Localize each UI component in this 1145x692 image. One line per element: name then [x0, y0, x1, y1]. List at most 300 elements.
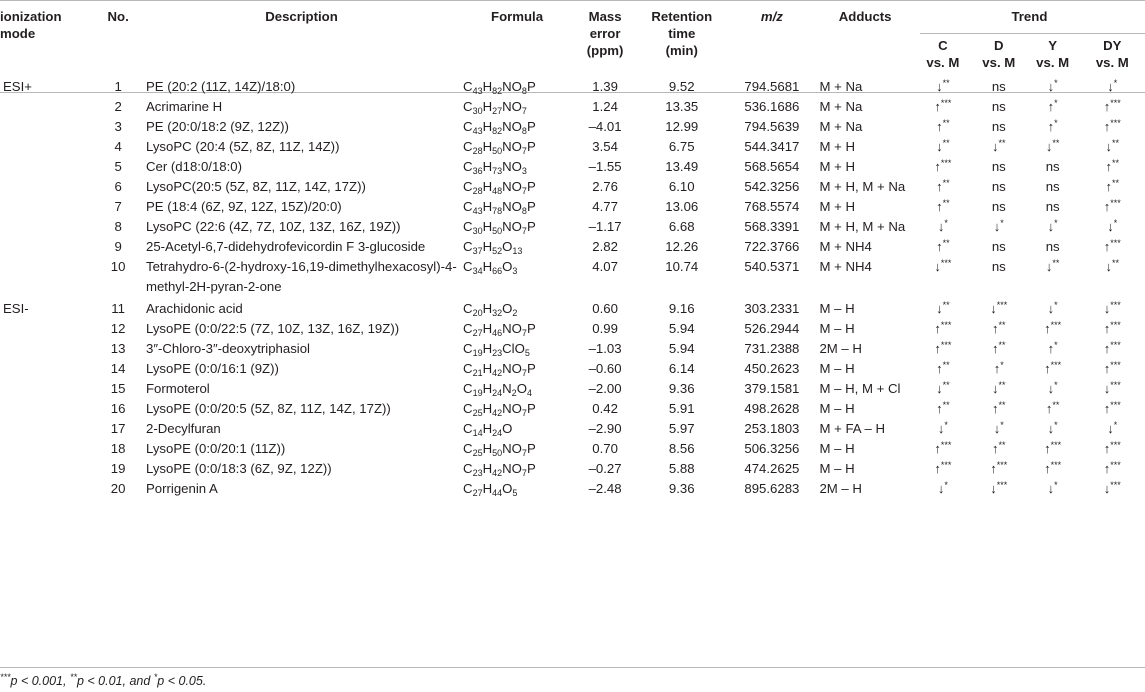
cell-trend-dy: ↓**: [1105, 258, 1120, 274]
arrow-up-icon: ↑: [936, 401, 943, 416]
cell-adduct: M + NH4: [819, 239, 872, 254]
cell-trend-y: ↑***: [1044, 320, 1062, 336]
cell-trend-d: ↑**: [992, 340, 1006, 356]
cell-mz: 253.1803: [744, 421, 800, 436]
arrow-down-icon: ↓: [990, 481, 997, 496]
cell-trend-c: ↓**: [936, 138, 950, 154]
cell-adduct: M – H: [819, 461, 855, 476]
cell-trend-d: ns: [991, 239, 1006, 254]
arrow-up-icon: ↑: [1045, 401, 1053, 416]
cell-no: 4: [114, 139, 122, 154]
cell-mode: [0, 399, 93, 419]
cell-mz: 895.6283: [744, 481, 800, 496]
cell-retention-time: 6.75: [668, 139, 695, 154]
cell-description: LysoPC(20:5 (5Z, 8Z, 11Z, 14Z, 17Z)): [145, 179, 366, 194]
cell-description: Tetrahydro-6-(2-hydroxy-16,19-dimethylhexacosyl)-4-methyl-2H-pyran-2-one: [145, 259, 457, 294]
cell-trend-dy: ↑***: [1103, 198, 1121, 214]
arrow-up-icon: ↑: [936, 199, 943, 214]
arrow-down-icon: ↓: [1047, 219, 1055, 234]
cell-formula: $C_{25}H_{42}NO_7P$: [463, 401, 536, 418]
arrow-down-icon: ↓: [992, 139, 999, 154]
footnote: ***p < 0.001, **p < 0.01, and *p < 0.05.: [0, 672, 207, 688]
cell-description: PE (20:0/18:2 (9Z, 12Z)): [145, 119, 289, 134]
arrow-down-icon: ↓: [936, 79, 943, 94]
arrow-down-icon: ↓: [937, 481, 945, 496]
table-row: [0, 197, 1145, 217]
arrow-down-icon: ↓: [937, 421, 945, 436]
cell-retention-time: 5.94: [668, 341, 695, 356]
cell-trend-dy: ↑***: [1103, 320, 1121, 336]
arrow-down-icon: ↓: [1045, 259, 1053, 274]
cell-mass-error: 0.42: [592, 401, 618, 416]
cell-trend-d: ns: [991, 259, 1006, 274]
arrow-up-icon: ↑: [936, 119, 943, 134]
cell-trend-d: ↓***: [990, 300, 1008, 316]
header-trend-d: D vs. M: [982, 38, 1016, 70]
arrow-up-icon: ↑: [1044, 441, 1051, 456]
arrow-up-icon: ↑: [1103, 341, 1111, 356]
cell-trend-dy: ↓*: [1107, 218, 1118, 234]
cell-trend-dy: ↑***: [1103, 340, 1121, 356]
cell-mass-error: –4.01: [588, 119, 622, 134]
arrow-down-icon: ↓: [1047, 421, 1055, 436]
arrow-down-icon: ↓: [1103, 481, 1111, 496]
cell-trend-c: ↑**: [936, 238, 950, 254]
cell-trend-d: ns: [991, 99, 1006, 114]
cell-adduct: M + H, M + Na: [819, 179, 906, 194]
cell-adduct: 2M – H: [819, 341, 862, 356]
cell-adduct: M + H: [819, 139, 855, 154]
cell-retention-time: 12.26: [665, 239, 699, 254]
cell-no: 5: [114, 159, 122, 174]
cell-formula: $C_{14}H_{24}O$: [463, 421, 513, 438]
cell-formula: $C_{43}H_{82}NO_8P$: [463, 119, 536, 136]
cell-mode: [0, 419, 93, 439]
cell-mz: 536.1686: [744, 99, 800, 114]
cell-mode: [0, 257, 93, 297]
cell-no: 8: [114, 219, 122, 234]
cell-trend-y: ↓*: [1047, 300, 1058, 316]
arrow-up-icon: ↑: [1047, 341, 1055, 356]
cell-description: LysoPC (20:4 (5Z, 8Z, 11Z, 14Z)): [145, 139, 340, 154]
arrow-up-icon: ↑: [936, 179, 943, 194]
arrow-up-icon: ↑: [934, 99, 941, 114]
cell-formula: $C_{20}H_{32}O_2$: [463, 301, 518, 318]
header-adducts: Adducts: [838, 9, 892, 24]
cell-trend-d: ns: [991, 119, 1006, 134]
cell-mz: 568.3391: [744, 219, 800, 234]
cell-trend-c: ↑**: [936, 118, 950, 134]
cell-mz: 731.2388: [744, 341, 800, 356]
cell-trend-c: ↓*: [937, 480, 948, 496]
cell-trend-d: ↑**: [992, 320, 1006, 336]
arrow-up-icon: ↑: [1044, 321, 1051, 336]
cell-mz: 498.2628: [744, 401, 800, 416]
cell-mz: 544.3417: [744, 139, 800, 154]
cell-description: 3″-Chloro-3″-deoxytriphasiol: [145, 341, 310, 356]
cell-adduct: M + Na: [819, 99, 863, 114]
cell-mode: ESI+: [3, 79, 32, 94]
cell-mass-error: 1.24: [592, 99, 618, 114]
header-description: Description: [265, 9, 338, 24]
header-formula: Formula: [491, 9, 544, 24]
cell-no: 3: [114, 119, 122, 134]
cell-description: LysoPE (0:0/20:1 (11Z)): [145, 441, 286, 456]
cell-description: LysoPE (0:0/22:5 (7Z, 10Z, 13Z, 16Z, 19Z)): [145, 321, 400, 336]
cell-trend-dy: ↓***: [1103, 300, 1121, 316]
cell-mode: [0, 459, 93, 479]
header-trend-c: C vs. M: [926, 38, 960, 70]
cell-mass-error: 1.39: [592, 79, 618, 94]
cell-retention-time: 6.14: [668, 361, 695, 376]
cell-trend-dy: ↓*: [1107, 420, 1118, 436]
cell-adduct: M + Na: [819, 119, 863, 134]
cell-no: 1: [114, 79, 122, 94]
table-row: [0, 379, 1145, 399]
cell-mode: [0, 197, 93, 217]
arrow-up-icon: ↑: [992, 401, 999, 416]
arrow-down-icon: ↓: [934, 259, 941, 274]
arrow-down-icon: ↓: [936, 139, 943, 154]
cell-retention-time: 5.94: [668, 321, 695, 336]
cell-trend-dy: ↑***: [1103, 400, 1121, 416]
cell-trend-c: ↑***: [934, 98, 952, 114]
arrow-up-icon: ↑: [934, 321, 941, 336]
cell-trend-dy: ↑***: [1103, 98, 1121, 114]
header-retention-time: Retention time (min): [651, 9, 713, 58]
cell-trend-c: ↑**: [936, 360, 950, 376]
cell-adduct: M + Na: [819, 79, 863, 94]
cell-mz: 542.3256: [744, 179, 800, 194]
cell-trend-dy: ↓**: [1105, 138, 1120, 154]
cell-trend-d: ↑*: [993, 360, 1004, 376]
cell-trend-y: ↓**: [1045, 138, 1060, 154]
cell-mass-error: –2.90: [588, 421, 622, 436]
cell-trend-d: ↓*: [993, 420, 1004, 436]
table-row: [0, 177, 1145, 197]
cell-mz: 794.5639: [744, 119, 800, 134]
cell-trend-d: ↓**: [992, 138, 1006, 154]
table-row: [0, 137, 1145, 157]
cell-adduct: M + H, M + Na: [819, 219, 906, 234]
arrow-up-icon: ↑: [936, 239, 943, 254]
cell-retention-time: 9.36: [668, 381, 695, 396]
cell-mode: [0, 177, 93, 197]
table-body: [0, 77, 1145, 499]
cell-trend-y: ↓*: [1047, 218, 1058, 234]
cell-description: Arachidonic acid: [145, 301, 243, 316]
cell-trend-d: ns: [991, 79, 1006, 94]
arrow-down-icon: ↓: [1047, 481, 1055, 496]
cell-mz: 303.2331: [744, 301, 800, 316]
arrow-up-icon: ↑: [934, 341, 941, 356]
cell-trend-dy: ↓***: [1103, 480, 1121, 496]
arrow-down-icon: ↓: [990, 301, 997, 316]
cell-formula: $C_{23}H_{42}NO_7P$: [463, 461, 536, 478]
cell-no: 6: [114, 179, 122, 194]
header-mz: m/z: [760, 9, 783, 24]
cell-no: 11: [111, 301, 125, 316]
cell-mz: 768.5574: [744, 199, 800, 214]
cell-description: Cer (d18:0/18:0): [145, 159, 243, 174]
cell-formula: $C_{28}H_{50}NO_7P$: [463, 139, 536, 156]
cell-adduct: M – H: [819, 441, 855, 456]
cell-mode: [0, 237, 93, 257]
cell-trend-dy: ↑***: [1103, 440, 1121, 456]
arrow-up-icon: ↑: [992, 341, 999, 356]
cell-mass-error: –1.55: [588, 159, 622, 174]
table-row: [0, 439, 1145, 459]
cell-trend-y: ↑**: [1045, 400, 1060, 416]
cell-trend-y: ↓**: [1045, 258, 1060, 274]
cell-trend-d: ↑**: [992, 440, 1006, 456]
arrow-up-icon: ↑: [934, 441, 941, 456]
arrow-down-icon: ↓: [1047, 301, 1055, 316]
arrow-down-icon: ↓: [992, 381, 999, 396]
cell-retention-time: 5.91: [668, 401, 695, 416]
cell-retention-time: 13.35: [665, 99, 699, 114]
cell-mode: [0, 137, 93, 157]
header-trend: Trend: [1011, 9, 1048, 24]
cell-trend-dy: ↓*: [1107, 78, 1118, 94]
arrow-up-icon: ↑: [1103, 99, 1111, 114]
arrow-up-icon: ↑: [1105, 159, 1113, 174]
table-row: [0, 97, 1145, 117]
cell-trend-d: ↓***: [990, 480, 1008, 496]
cell-description: LysoPE (0:0/16:1 (9Z)): [145, 361, 279, 376]
table-bottom-rule: [0, 667, 1145, 668]
cell-trend-dy: ↑***: [1103, 118, 1121, 134]
cell-trend-y: ↑*: [1047, 98, 1058, 114]
arrow-down-icon: ↓: [1103, 301, 1111, 316]
arrow-down-icon: ↓: [936, 381, 943, 396]
cell-mz: 506.3256: [744, 441, 800, 456]
cell-mz: 568.5654: [744, 159, 800, 174]
cell-mass-error: 0.60: [592, 301, 618, 316]
cell-description: LysoPE (0:0/20:5 (5Z, 8Z, 11Z, 14Z, 17Z)): [145, 401, 391, 416]
arrow-up-icon: ↑: [934, 159, 941, 174]
cell-mz: 540.5371: [744, 259, 800, 274]
cell-mass-error: 2.82: [592, 239, 618, 254]
cell-trend-d: ns: [991, 179, 1006, 194]
arrow-up-icon: ↑: [993, 361, 1001, 376]
cell-formula: $C_{36}H_{73}NO_3$: [463, 159, 527, 176]
cell-mz: 794.5681: [744, 79, 800, 94]
cell-formula: $C_{27}H_{46}NO_7P$: [463, 321, 536, 338]
arrow-up-icon: ↑: [1103, 239, 1111, 254]
cell-mass-error: –2.48: [588, 481, 622, 496]
table-row: [0, 157, 1145, 177]
table-row: [0, 299, 1145, 319]
cell-no: 18: [110, 441, 126, 456]
cell-adduct: M – H: [819, 321, 855, 336]
cell-mode: [0, 439, 93, 459]
arrow-down-icon: ↓: [1047, 79, 1055, 94]
cell-formula: $C_{37}H_{52}O_{13}$: [463, 239, 523, 256]
arrow-up-icon: ↑: [990, 461, 997, 476]
cell-description: 2-Decylfuran: [145, 421, 221, 436]
arrow-up-icon: ↑: [1103, 461, 1111, 476]
cell-adduct: M – H, M + Cl: [819, 381, 901, 396]
cell-retention-time: 6.68: [668, 219, 695, 234]
cell-trend-c: ↑***: [934, 440, 952, 456]
cell-trend-y: ↓*: [1047, 420, 1058, 436]
table-row: [0, 399, 1145, 419]
cell-retention-time: 13.49: [665, 159, 699, 174]
cell-no: 12: [110, 321, 126, 336]
arrow-down-icon: ↓: [1045, 139, 1053, 154]
arrow-up-icon: ↑: [1044, 461, 1051, 476]
cell-trend-c: ↓**: [936, 78, 950, 94]
cell-no: 10: [110, 259, 126, 274]
cell-no: 7: [114, 199, 122, 214]
cell-retention-time: 12.99: [665, 119, 699, 134]
header-no: No.: [107, 9, 129, 24]
table-row: [0, 419, 1145, 439]
cell-trend-d: ↓*: [993, 218, 1004, 234]
cell-trend-dy: ↑***: [1103, 460, 1121, 476]
cell-trend-d: ↑***: [990, 460, 1008, 476]
cell-formula: $C_{30}H_{27}NO_7$: [463, 99, 527, 116]
cell-retention-time: 8.56: [668, 441, 695, 456]
cell-mass-error: –1.03: [588, 341, 622, 356]
cell-mass-error: –1.17: [588, 219, 622, 234]
cell-description: 25-Acetyl-6,7-didehydrofevicordin F 3-glucoside: [145, 239, 426, 254]
cell-formula: $C_{30}H_{50}NO_7P$: [463, 219, 536, 236]
cell-formula: $C_{21}H_{42}NO_7P$: [463, 361, 536, 378]
cell-no: 16: [110, 401, 126, 416]
results-table: [0, 6, 1145, 499]
arrow-down-icon: ↓: [1103, 381, 1111, 396]
cell-mass-error: 0.70: [592, 441, 618, 456]
cell-mass-error: –0.27: [588, 461, 622, 476]
cell-trend-dy: ↑***: [1103, 238, 1121, 254]
cell-adduct: M + H: [819, 199, 855, 214]
cell-trend-y: ns: [1045, 159, 1060, 174]
table-row: [0, 339, 1145, 359]
cell-trend-c: ↓**: [936, 380, 950, 396]
arrow-up-icon: ↑: [934, 461, 941, 476]
arrow-up-icon: ↑: [1103, 199, 1111, 214]
cell-no: 9: [114, 239, 122, 254]
cell-trend-c: ↑***: [934, 340, 952, 356]
cell-description: Acrimarine H: [145, 99, 223, 114]
cell-retention-time: 6.10: [668, 179, 695, 194]
table-row: [0, 459, 1145, 479]
header-trend-y: Y vs. M: [1036, 38, 1070, 70]
table-row: [0, 479, 1145, 499]
cell-trend-dy: ↑**: [1105, 178, 1120, 194]
arrow-up-icon: ↑: [992, 441, 999, 456]
cell-trend-y: ↑*: [1047, 340, 1058, 356]
cell-trend-dy: ↓***: [1103, 380, 1121, 396]
cell-mode: [0, 359, 93, 379]
arrow-up-icon: ↑: [1105, 179, 1113, 194]
cell-mode: ESI-: [3, 301, 29, 316]
cell-trend-c: ↑***: [934, 460, 952, 476]
cell-retention-time: 5.88: [668, 461, 695, 476]
arrow-up-icon: ↑: [992, 321, 999, 336]
cell-trend-y: ↓*: [1047, 78, 1058, 94]
cell-description: PE (20:2 (11Z, 14Z)/18:0): [145, 79, 296, 94]
cell-trend-c: ↑***: [934, 158, 952, 174]
arrow-up-icon: ↑: [1103, 441, 1111, 456]
cell-trend-d: ns: [991, 159, 1006, 174]
cell-mass-error: 3.54: [592, 139, 618, 154]
arrow-down-icon: ↓: [936, 301, 943, 316]
cell-description: LysoPC (22:6 (4Z, 7Z, 10Z, 13Z, 16Z, 19Z)): [145, 219, 401, 234]
cell-trend-c: ↑**: [936, 178, 950, 194]
cell-formula: $C_{25}H_{50}NO_7P$: [463, 441, 536, 458]
arrow-down-icon: ↓: [993, 219, 1001, 234]
header-ionization-mode: ionization mode: [0, 9, 62, 41]
cell-formula: $C_{27}H_{44}O_5$: [463, 481, 518, 498]
arrow-up-icon: ↑: [1103, 361, 1111, 376]
cell-no: 19: [110, 461, 126, 476]
cell-mode: [0, 339, 93, 359]
cell-formula: $C_{34}H_{66}O_3$: [463, 259, 518, 276]
cell-retention-time: 9.36: [668, 481, 695, 496]
cell-adduct: M – H: [819, 361, 855, 376]
cell-retention-time: 9.16: [668, 301, 695, 316]
cell-trend-d: ↓**: [992, 380, 1006, 396]
cell-mode: [0, 97, 93, 117]
cell-mode: [0, 217, 93, 237]
cell-mass-error: –2.00: [588, 381, 622, 396]
cell-trend-dy: ↑**: [1105, 158, 1120, 174]
arrow-up-icon: ↑: [936, 361, 943, 376]
cell-description: LysoPE (0:0/18:3 (6Z, 9Z, 12Z)): [145, 461, 332, 476]
arrow-up-icon: ↑: [1103, 321, 1111, 336]
cell-trend-d: ↑**: [992, 400, 1006, 416]
cell-formula: $C_{19}H_{23}ClO_5$: [463, 341, 530, 358]
cell-trend-y: ↑***: [1044, 440, 1062, 456]
cell-trend-y: ns: [1045, 239, 1060, 254]
cell-mode: [0, 157, 93, 177]
cell-formula: $C_{28}H_{48}NO_7P$: [463, 179, 536, 196]
arrow-up-icon: ↑: [1103, 401, 1111, 416]
cell-mz: 722.3766: [744, 239, 800, 254]
cell-retention-time: 10.74: [665, 259, 699, 274]
cell-mass-error: 2.76: [592, 179, 618, 194]
header-mass-error: Mass error (ppm): [586, 9, 624, 58]
cell-adduct: M + FA – H: [819, 421, 886, 436]
cell-no: 20: [110, 481, 126, 496]
cell-mass-error: 4.07: [592, 259, 618, 274]
cell-mode: [0, 379, 93, 399]
cell-formula: $C_{19}H_{24}N_2O_4$: [463, 381, 532, 398]
arrow-up-icon: ↑: [1103, 119, 1111, 134]
arrow-down-icon: ↓: [993, 421, 1001, 436]
cell-trend-y: ns: [1045, 179, 1060, 194]
arrow-down-icon: ↓: [1107, 219, 1114, 234]
cell-mode: [0, 117, 93, 137]
cell-mz: 526.2944: [744, 321, 800, 336]
cell-trend-c: ↑***: [934, 320, 952, 336]
cell-no: 14: [110, 361, 126, 376]
cell-mz: 450.2623: [744, 361, 800, 376]
cell-trend-y: ↑***: [1044, 460, 1062, 476]
cell-adduct: 2M – H: [819, 481, 862, 496]
table-row: [0, 257, 1145, 297]
cell-trend-y: ↑***: [1044, 360, 1062, 376]
table-row: [0, 77, 1145, 97]
cell-trend-c: ↓***: [934, 258, 952, 274]
arrow-down-icon: ↓: [1047, 381, 1055, 396]
cell-trend-c: ↓*: [937, 420, 948, 436]
cell-mz: 379.1581: [744, 381, 800, 396]
arrow-up-icon: ↑: [1047, 119, 1055, 134]
